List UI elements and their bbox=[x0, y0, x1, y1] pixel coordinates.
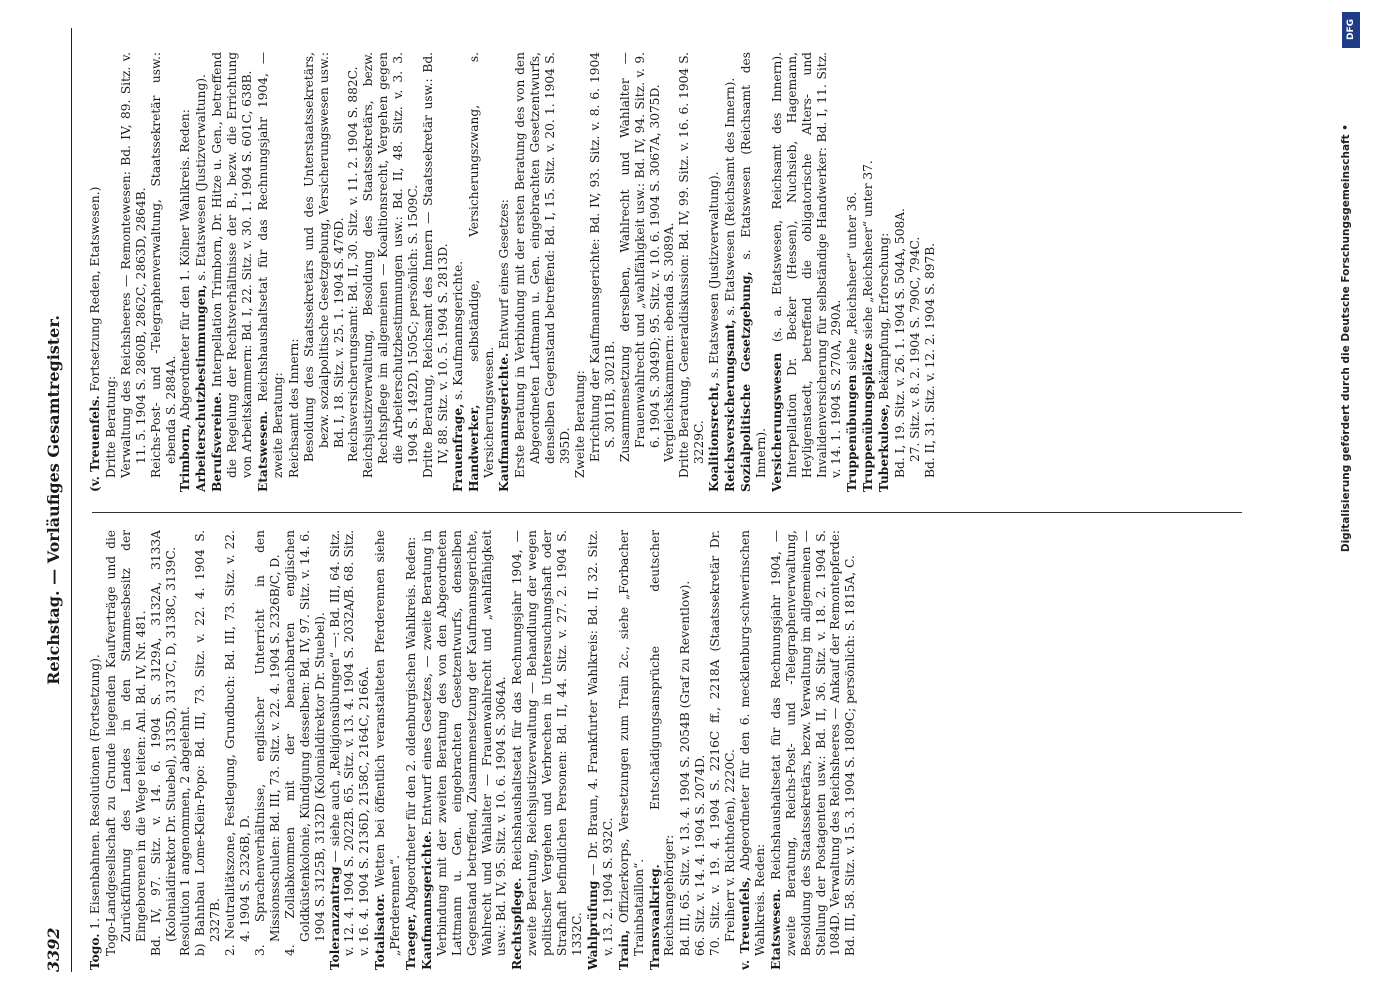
dfg-logo: DFG bbox=[1342, 12, 1360, 48]
index-entry bbox=[845, 52, 860, 492]
sub-entry: Bd. III, 65. Sitz. v. 13. 4. 1904 S. 2054B (Graf zu Reventlow). bbox=[678, 580, 693, 956]
entry-text: Wetten bei öffentlich veranstalteten Pferderennen siehe „Pferderennen“. bbox=[373, 530, 403, 956]
entry-heading: Frauenfrage, bbox=[450, 403, 465, 492]
sub-entry: 3. Sprachenverhältnisse, englischer Unterricht in den Missionsschulen: Bd. III, 73. Sitz. v. 22. 4. 1904 S. 2326B/C, D. bbox=[252, 530, 282, 956]
page-number: 3392 bbox=[44, 927, 63, 972]
sub-entry: 66. Sitz. v. 14. 4. 1904 S. 2074D. bbox=[693, 754, 708, 956]
entry-text: siehe „Reichsheer“ unter 36. bbox=[845, 191, 860, 371]
index-entry bbox=[739, 52, 769, 492]
entry-heading: Toleranzantrag bbox=[327, 866, 342, 970]
entry-heading: Train, bbox=[616, 929, 631, 970]
sub-entry: Bd. I, 19. Sitz. v. 26. 1. 1904 S. 504A, 508A. bbox=[893, 208, 908, 478]
entry-heading: Trimborn, bbox=[178, 423, 193, 492]
entry-heading: Truppenübungsplätze bbox=[861, 343, 876, 492]
sub-entry: b) Bahnbau Lome-Klein-Popo: Bd. III, 73. Sitz. v. 22. 4. 1904 S. 2327B. bbox=[193, 530, 223, 956]
entry-text: Abgeordneter für den 1. Kölner Wahlkreis. Reden: bbox=[178, 109, 193, 420]
index-entry bbox=[328, 530, 373, 970]
sub-sub-entry: Reichsversicherungsamt: Bd. II, 30. Sitz. v. 11. 2. 1904 S. 882C. bbox=[346, 66, 361, 462]
sub-entry: Bd. II, 31. Sitz. v. 12. 2. 1904 S. 897B. bbox=[922, 242, 937, 478]
sub-entry: 4. Zollabkommen mit der benachbarten englischen Goldküstenkolonie, Kündigung desselben: Bd. IV, 97. Sitz. v. 14. 6. 1904 S. 3125B, 3132D (Kolonialdirektor Dr. Stuebel). bbox=[282, 530, 327, 956]
sub-entry: Verwaltung des Reichsheeres — Remontewesen: Bd. IV, 89. Sitz. v. 11. 5. 1904 S. 2860B, 2862C, 2863D, 2864B. bbox=[118, 52, 148, 478]
entry-text: s. Etatswesen (Justizverwaltung). bbox=[707, 171, 722, 379]
sub-sub-entry: Zusammensetzung derselben, Wahlrecht und Wahlalter — Frauenwahlrecht und „wahlfähigkeit usw.: Bd. IV, 94. Sitz. v. 9. 6. 1904 S. 3049D; 95. Sitz. v. 10. 6. 1904 S. 3067A, 3075D. bbox=[617, 52, 662, 462]
sub-entry: Resolution 1 angenommen, 2 abgelehnt. bbox=[178, 706, 193, 956]
entry-text: selbständige, Versicherungszwang, s. Versicherungswesen. bbox=[466, 52, 496, 478]
entry-heading: Rechtspflege. bbox=[510, 877, 525, 970]
index-entry bbox=[256, 52, 286, 492]
index-entry bbox=[877, 52, 892, 492]
entry-heading: Etatswesen. bbox=[768, 888, 783, 970]
index-entry bbox=[707, 52, 722, 492]
index-entry bbox=[194, 52, 209, 492]
entry-text: — siehe auch „Religionsübungen“ —: Bd. III, 64. Sitz. v. 12. 4. 1904 S. 2022B. 65. Sitz. v. 13. 4. 1904 S. 2032A/B. 68. Sitz. v. 16. 4. 1904 S. 2136D, 2158C, 2164C, 2166A. bbox=[327, 530, 372, 956]
sub-entry: Erste Beratung in Verbindung mit der ersten Beratung des von den Abgeordneten Lattmann u. Gen. eingebrachten Gesetzentwurfs, denselben Gegenstand betreffend: Bd. I, 15. Sitz. v. 20. 1. 1904 S. 395D. bbox=[513, 52, 573, 478]
sub-entry: Togo-Landgesellschaft zu Grunde liegenden Kaufverträge und die Zurückführung des Landes in den Stammesbesitz der Eingeborenen in die Wege leiten: Anl. Bd. IV, Nr. 481. bbox=[103, 530, 148, 956]
entry-heading: Traeger, bbox=[404, 913, 419, 970]
funding-note: Digitalisierung gefördert durch die Deutsche Forschungsgemeinschaft • bbox=[1340, 124, 1352, 553]
index-entry bbox=[617, 530, 647, 970]
entry-text: Bekämpfung, Erforschung: bbox=[877, 232, 892, 400]
sub-sub-entry: Vergleichskammern: ebenda S. 3089A. bbox=[662, 222, 677, 462]
entry-text: Fortsetzung Reden, Etatswesen.) bbox=[88, 186, 102, 392]
entry-text: Reichshaushaltsetat für das Rechnungsjahr 1904, — zweite Beratung, Reichsjustizverwaltung — Behandlung der wegen politischer Vergehen und Verbrechen in Untersuchungshaft oder Strafhaft befindlichen Personen: Bd. II, 44. Sitz. v. 27. 2. 1904 S. 1332C. bbox=[510, 530, 584, 956]
entry-heading: Transvaalkrieg. bbox=[647, 864, 662, 970]
index-entry bbox=[648, 530, 678, 970]
entry-text: s. Etatswesen (Justizverwaltung). bbox=[194, 74, 209, 281]
index-entry bbox=[404, 530, 419, 970]
sub-entry: Zweite Beratung: bbox=[573, 370, 587, 478]
entry-text: s. Etatswesen (Reichsamt des Innern). bbox=[738, 52, 768, 478]
column-divider bbox=[92, 512, 1242, 513]
index-entry bbox=[861, 52, 876, 492]
right-column bbox=[88, 52, 1268, 492]
index-entry bbox=[769, 530, 858, 970]
entry-text: Reichshaushaltsetat für das Rechnungsjahr 1904, — zweite Beratung, Reichs-Post- und -Telegraphenverwaltung, Besoldung des Staatssekretärs, bezw. Verwaltung im allgemeinen — Stellung der Postagenten usw.: Bd. II, 36. Sitz. v. 18. 2. 1904 S. 1084D. Verwaltung des Reichsheeres — Ankauf der Remontepferde: Bd. III, 58. Sitz. v. 15. 3. 1904 S. 1809C; persönlich: S. 1815A, C. bbox=[768, 530, 858, 956]
sub-sub-entry: 27. Sitz. v. 8. 2. 1904 S. 790C, 794C. bbox=[907, 236, 922, 462]
index-entry bbox=[723, 52, 738, 492]
entry-text: Offizierkorps, Versetzungen zum Train 2c., siehe „Forbacher Trainbataillon“. bbox=[616, 530, 646, 956]
entry-heading: Kaufmannsgerichte. bbox=[497, 352, 512, 492]
index-entry bbox=[373, 530, 403, 970]
index-entry bbox=[586, 530, 616, 970]
index-entry bbox=[178, 52, 193, 492]
index-entry bbox=[467, 52, 497, 492]
entry-heading: Togo. bbox=[88, 933, 102, 970]
entry-text: s. Etatswesen (Reichsamt des Innern). bbox=[723, 77, 738, 316]
entry-text: Entwurf eines Gesetzes: bbox=[497, 199, 512, 349]
sub-entry: Dritte Beratung, Reichsamt des Innern — Staatssekretär usw.: Bd. IV, 88. Sitz. v. 10. 5. 1904 S. 2813D. bbox=[420, 52, 450, 478]
entry-text: Interpellation Trimborn, Dr. Hitze u. Gen., betreffend die Regelung der Rechtsverhältnisse der B., bezw. die Errichtung von Arbeitskammern: Bd. I, 22. Sitz. v. 30. 1. 1904 S. 601C, 638B. bbox=[210, 52, 255, 478]
sub-entry: Dritte Beratung, Generaldiskussion: Bd. IV, 99. Sitz. v. 16. 6. 1904 S. 3229C. bbox=[677, 52, 707, 478]
entry-text: Entschädigungsansprüche deutscher Reichsangehöriger: bbox=[647, 530, 677, 956]
sub-entry: 2. Neutralitätszone, Festlegung, Grundbuch: Bd. III, 73. Sitz. v. 22. 4. 1904 S. 2326B, D. bbox=[223, 530, 253, 956]
sub-sub-entry: Errichtung der Kaufmannsgerichte: Bd. IV, 93. Sitz. v. 8. 6. 1904 S. 3011B, 3021B. bbox=[587, 52, 617, 462]
index-entry bbox=[420, 530, 509, 970]
sub-entry: Reichs-Post- und -Telegraphenverwaltung, Staatssekretär usw.: ebenda S. 2884A. bbox=[148, 52, 178, 478]
entry-heading: Reichsversicherungsamt, bbox=[723, 319, 738, 492]
entry-heading: Tuberkulose, bbox=[877, 403, 892, 492]
sub-entry: Reichsjustizverwaltung, Besoldung des Staatssekretärs, bezw. Rechtspflege im allgemeinen — Koalitionsrecht, Vergehen gegen die Arbeiterschutzbestimmungen usw.: Bd. II, 48. Sitz. v. 3. 3. 1904 S. 1492D, 1505C; persönlich: S. 1509C. bbox=[361, 52, 421, 478]
entry-heading: Koalitionsrecht, bbox=[707, 381, 722, 492]
index-entry bbox=[210, 52, 255, 492]
header-rule bbox=[71, 28, 72, 972]
page-title: Reichstag. — Vorläufiges Gesamtregister. bbox=[44, 315, 63, 685]
side-note bbox=[1290, 4, 1380, 994]
sub-sub-entry: Besoldung des Staatssekretärs und des Unterstaatssekretärs, bezw. sozialpolitische Gesetzgebung, Versicherungswesen usw.: Bd. I, 18. Sitz. v. 25. 1. 1904 S. 476D. bbox=[301, 52, 346, 462]
entry-heading: Totalisator. bbox=[373, 893, 388, 970]
entry-heading: Berufsvereine. bbox=[210, 392, 225, 492]
entry-heading: Handwerker, bbox=[466, 404, 481, 492]
index-entry bbox=[88, 530, 103, 970]
page-header bbox=[40, 28, 72, 972]
index-entry bbox=[451, 52, 466, 492]
entry-text: s. Kaufmannsgerichte. bbox=[450, 260, 465, 400]
index-entry bbox=[497, 52, 512, 492]
entry-text: — Dr. Braun, 4. Frankfurter Wahlkreis: Bd. II, 32. Sitz. v. 13. 2. 1904 S. 932C. bbox=[585, 530, 615, 956]
left-column bbox=[88, 530, 1268, 970]
index-entry bbox=[510, 530, 585, 970]
index-entry bbox=[770, 52, 845, 492]
index-entry bbox=[88, 52, 103, 492]
entry-text: siehe „Reichsheer“ unter 37. bbox=[861, 160, 876, 340]
entry-heading: Etatswesen. bbox=[255, 410, 270, 492]
entry-heading: Truppenübungen bbox=[845, 374, 860, 492]
entry-heading: Wahlprüfung bbox=[585, 880, 600, 970]
entry-heading: Sozialpolitische Gesetzgebung, bbox=[738, 271, 753, 492]
entry-heading: (v. Treuenfels. bbox=[88, 395, 102, 492]
entry-text: Abgeordneter für den 6. mecklenburg-schwerinschen Wahlkreis. Reden: bbox=[737, 530, 767, 956]
sub-entry: Dritte Beratung: bbox=[103, 375, 118, 478]
sub-entry: 70. Sitz. v. 19. 4. 1904 S. 2216C ff., 2218A (Staatssekretär Dr. Freiherr v. Richthofen), 2220C. bbox=[708, 530, 738, 956]
entry-heading: Arbeiterschutzbestimmungen, bbox=[194, 284, 209, 492]
entry-text: Abgeordneter für den 2. oldenburgischen Wahlkreis. Reden: bbox=[404, 536, 419, 910]
entry-heading: v. Treuenfels, bbox=[737, 876, 752, 970]
entry-text: Reichshaushaltsetat für das Rechnungsjahr 1904, — zweite Beratung: bbox=[255, 52, 285, 478]
entry-heading: Versicherungswesen bbox=[769, 352, 784, 492]
entry-text: 1. Eisenbahnen. Resolutionen (Fortsetzung). bbox=[88, 654, 102, 930]
index-entry bbox=[738, 530, 768, 970]
sub-entry: Reichsamt des Innern: bbox=[286, 338, 301, 478]
sub-entry: Bd. IV, 97. Sitz. v. 14. 6. 1904 S. 3129A, 3132A, 3133A (Kolonialdirektor Dr. Stuebel), 3135D, 3137C, D, 3138C, 3139C. bbox=[148, 530, 178, 956]
entry-text: Entwurf eines Gesetzes, — zweite Beratung in Verbindung mit der zweiten Beratung des von den Abgeordneten Lattmann u. Gen. eingebrachten Gesetzentwurfs, denselben Gegenstand betreffend, Zusammensetzung der Kaufmannsgerichte, Wahlrecht und Wahlalter — Frauenwahlrecht und „wahlfähigkeit usw.: Bd. IV, 95. Sitz. v. 10. 6. 1904 S. 3064A. bbox=[419, 530, 509, 956]
entry-text: (s. a. Etatswesen, Reichsamt des Innern). Interpellation Dr. Becker (Hessen), Nuchsieb, Hagemann, Heyligenstaedt, betreffend die obligatorische Alters- und Invalidenversicherung für selbständige Handwerker: Bd. I, 11. Sitz. v. 14. 1. 1904 S. 270A, 290A. bbox=[769, 52, 844, 478]
entry-heading: Kaufmannsgerichte. bbox=[419, 830, 434, 970]
